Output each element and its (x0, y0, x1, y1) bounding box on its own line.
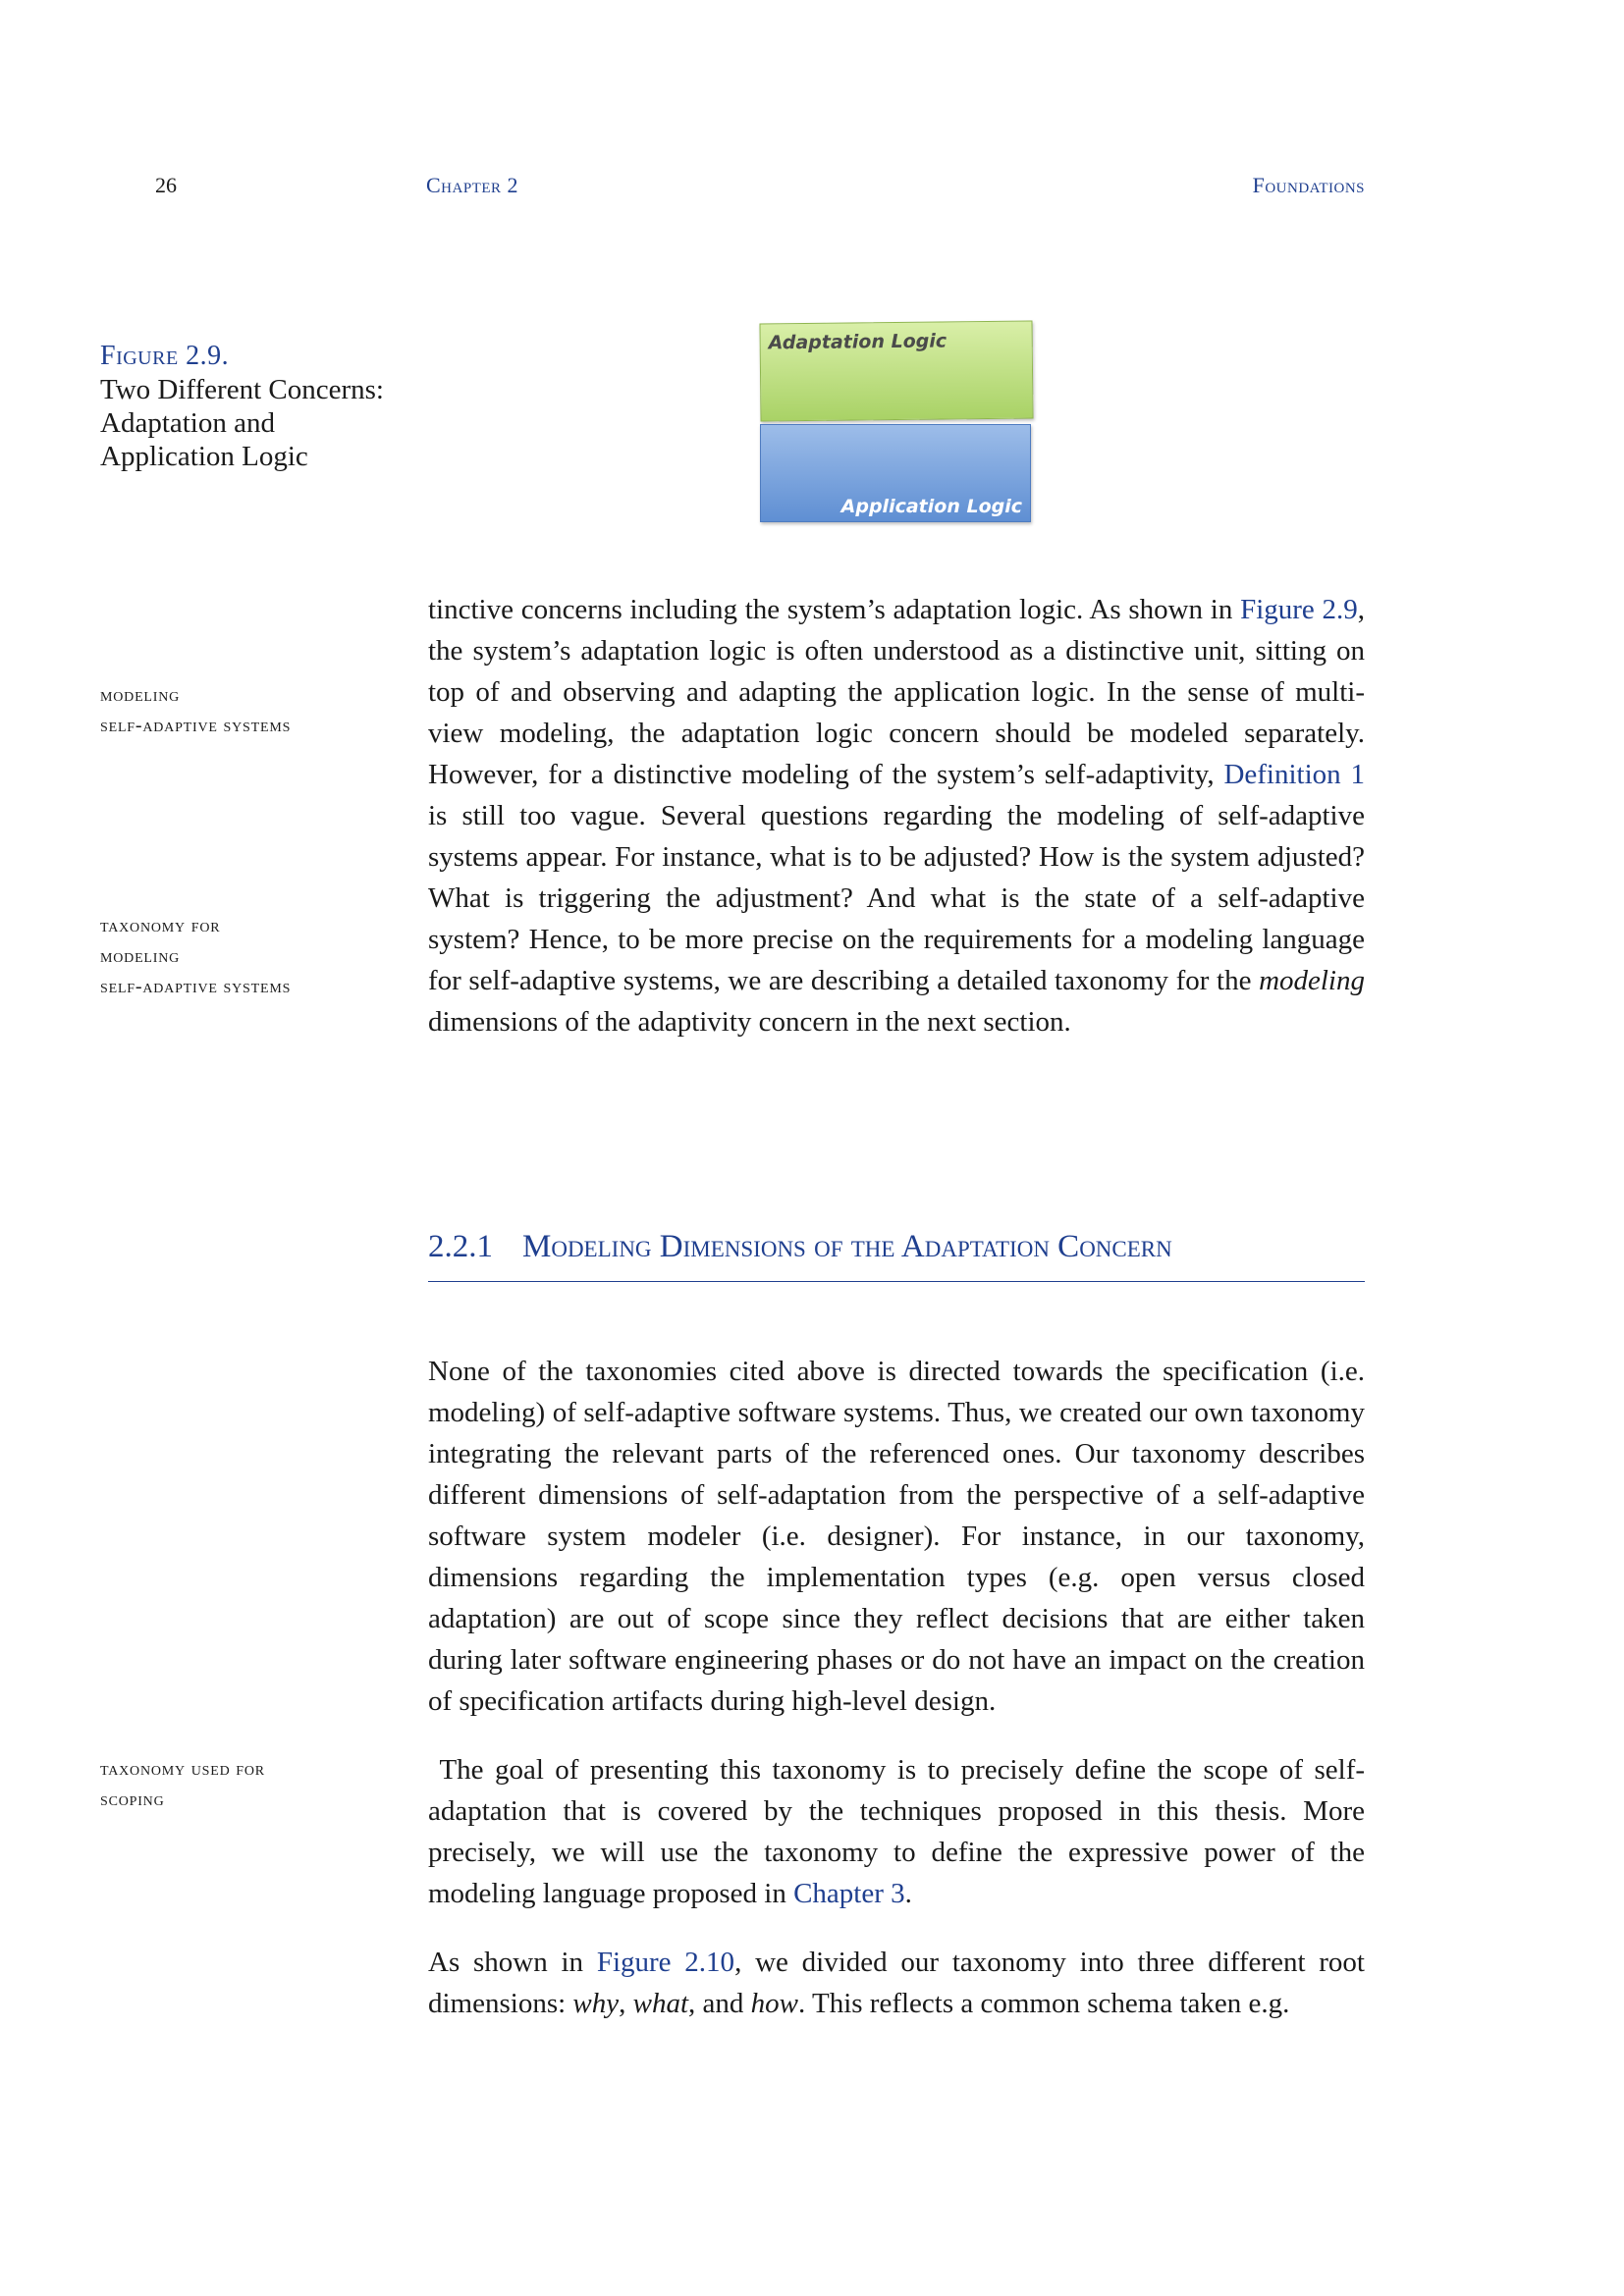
figure-2-9-link[interactable]: Figure 2.9 (1240, 594, 1358, 625)
application-logic-box (760, 424, 1031, 522)
text-run: , and (688, 1988, 751, 2019)
chapter-3-link[interactable]: Chapter 3 (793, 1878, 905, 1909)
body-paragraph-4 (428, 1942, 1365, 2024)
text-run: , the system’s adaptation logic is often understood as a distinctive unit, sitting on top of and observing and adapting the application logic. In the sense of multi-view modeling, the adaptation logic concern should be modeled separately. However, for a distinctive modeling of the system’s self-adaptivity, (428, 594, 1365, 790)
header-chapter-link[interactable]: Chapter 2 (426, 173, 519, 197)
margin-note-line: self-adaptive systems (100, 715, 292, 736)
body-paragraph-2: None of the taxonomies cited above is directed towards the specification (i.e. modeling) of self-adaptive software systems. Thus, we created our own taxonomy integrating the relevant parts of the referenced ones. Our taxonomy describes different dimensions of self-adaptation from the perspective of a self-adaptive software system modeler (i.e. designer). For instance, in our taxonomy, dimensions regarding the implementation types (e.g. open versus closed adaptation) are out of scope since they reflect decisions that are either taken during later software engineering phases or do not have an impact on the creation of specification artifacts during high-level design. (428, 1356, 1365, 1717)
text-run: . This reflects a common schema taken e.g. (798, 1988, 1290, 2019)
emphasis-what: what (632, 1988, 689, 2019)
text-run: dimensions of the adaptivity concern in the next section. (428, 1006, 1071, 1038)
definition-1-link[interactable]: Definition 1 (1223, 759, 1365, 790)
text-run: , we divided our taxonomy into three different root dimensions: (428, 1947, 1365, 2019)
figure-2-9-diagram (758, 320, 1037, 526)
emphasis-how: how (750, 1988, 799, 2019)
margin-note-line: modeling (100, 945, 181, 967)
application-logic-label: Application Logic (840, 496, 1022, 517)
header-section-link[interactable]: Foundations (1252, 173, 1365, 197)
text-run: , (619, 1988, 633, 2019)
adaptation-logic-label: Adaptation Logic (768, 330, 947, 354)
emphasis-why: why (572, 1988, 620, 2019)
text-run: As shown in (428, 1947, 597, 1978)
margin-note-line: taxonomy used for (100, 1758, 265, 1780)
text-run: . (904, 1878, 912, 1909)
section-title: Modeling Dimensions of the Adaptation Concern (522, 1229, 1172, 1264)
figure-2-10-link[interactable]: Figure 2.10 (596, 1947, 735, 1978)
text-run: is still too vague. Several questions regarding the modeling of self-adaptive systems appear. For instance, what is to be adjusted? How is the system adjusted? What is triggering the adjustment? And what is the state of a self-adaptive system? Hence, to be more precise on the requirements for a modeling language for self-adaptive systems, we are describing a detailed taxonomy for the (428, 800, 1365, 996)
section-heading (428, 1229, 1365, 1282)
figure-caption (100, 340, 395, 473)
figure-caption-text: Two Different Concerns: Adaptation and Application Logic (100, 374, 384, 472)
figure-label: Figure 2.9. (100, 341, 230, 371)
margin-note-line: scoping (100, 1789, 165, 1810)
text-run: The goal of presenting this taxonomy is to precisely define the scope of self-adaptation that is covered by the techniques proposed in this thesis. More precisely, we will use the taxonomy to define the expressive power of the modeling language proposed in (428, 1754, 1366, 1909)
page-number: 26 (155, 173, 177, 197)
body-paragraph-3 (428, 1749, 1365, 1914)
margin-note-modeling (100, 680, 395, 741)
margin-note-taxonomy (100, 911, 395, 1002)
margin-note-scoping (100, 1754, 395, 1815)
margin-note-line: self-adaptive systems (100, 976, 292, 997)
margin-note-line: modeling (100, 684, 181, 706)
margin-note-line: taxonomy for (100, 915, 221, 936)
adaptation-logic-box (759, 321, 1033, 422)
text-run: tinctive concerns including the system’s adaptation logic. As shown in (428, 594, 1241, 625)
body-paragraph-1 (428, 589, 1365, 1042)
emphasis-modeling: modeling (1259, 965, 1365, 996)
section-number: 2.2.1 (428, 1229, 493, 1264)
